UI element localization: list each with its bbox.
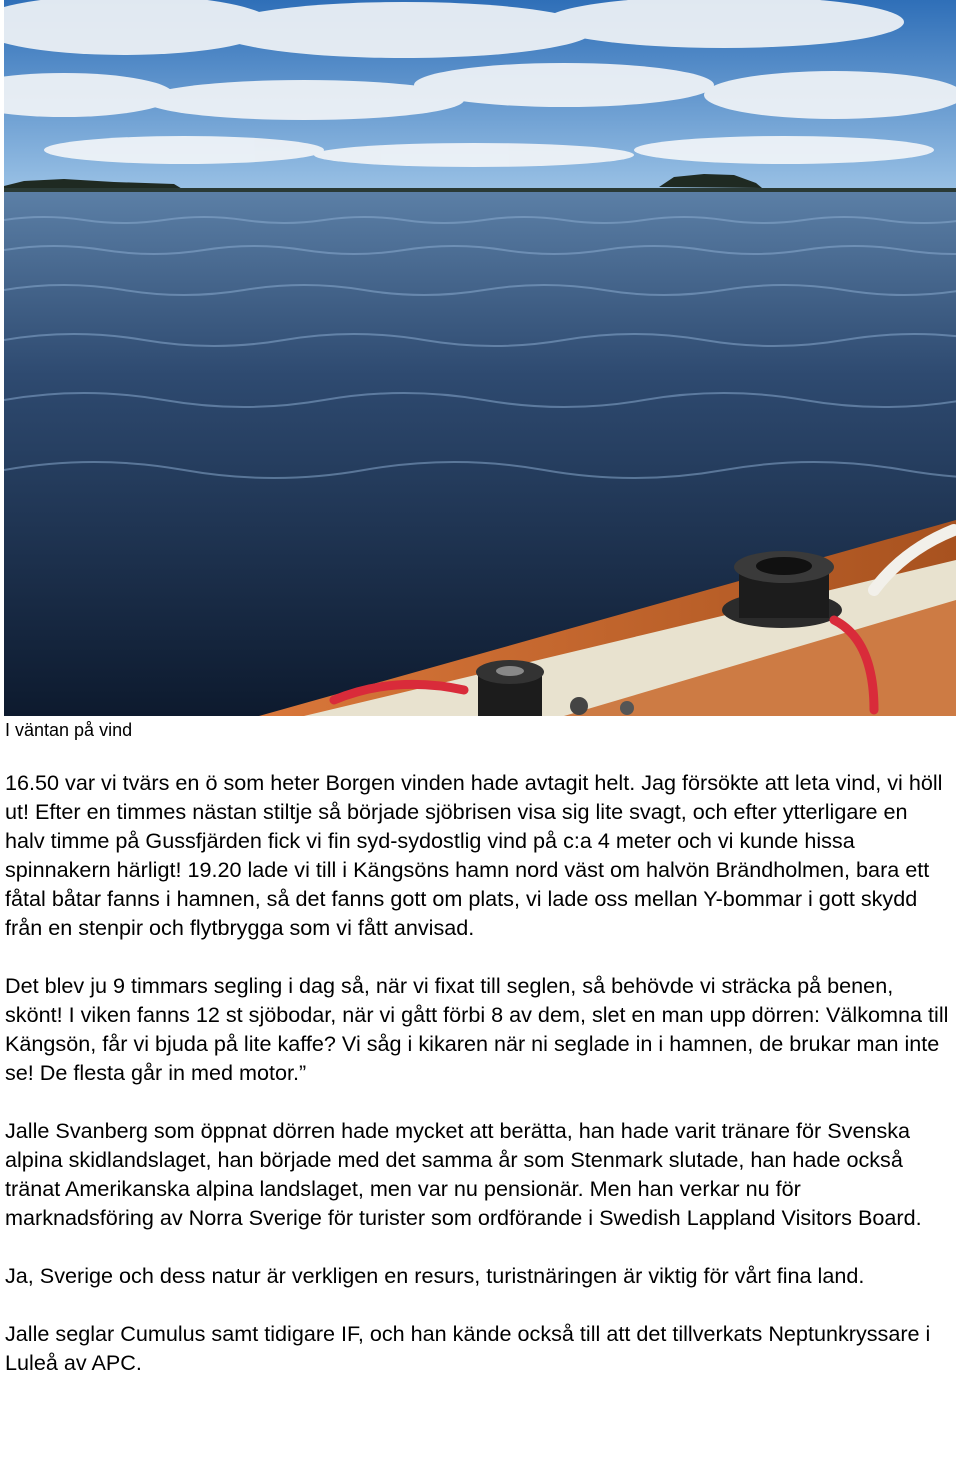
paragraph: Jalle Svanberg som öppnat dörren hade mycket att berätta, han hade varit tränare för Svenska alpina skidlandslaget, han började med det samma år som Stenmark slutade, han hade också tränat Amerikanska alpina landslaget, men var nu pensionär. Men han verkar nu för marknadsföring av Norra Sverige för turister som ordförande i Swedish Lappland Visitors Board. (5, 1118, 922, 1230)
paragraph: 16.50 var vi tvärs en ö som heter Borgen vinden hade avtagit helt. Jag försökte att leta vind, vi höll ut! Efter en timmes nästan stiltje så började sjöbrisen visa sig lite svagt, och efter ytterligare en halv timme på Gussfjärden fick vi fin syd-sydostlig vind på c:a 4 meter och vi kunde hissa spinnakern härligt! 19.20 lade vi till i Kängsöns hamn nord väst om halvön Brändholmen, bara ett fåtal båtar fanns i hamnen, så det fanns gott om plats, vi lade oss mellan Y-bommar i gott skydd från en stenpir och flytbrygga som vi fått anvisad. (5, 770, 943, 940)
winch-large (722, 551, 842, 628)
paragraph: Ja, Sverige och dess natur är verkligen en resurs, turistnäringen är viktig för vårt fina land. (5, 1263, 865, 1288)
paragraph: Det blev ju 9 timmars segling i dag så, när vi fixat till seglen, så behövde vi sträcka på benen, skönt! I viken fanns 12 st sjöbodar, när vi gått förbi 8 av dem, slet en man upp dörren: Välkomna till Kängsön, får vi bjuda på lite kaffe? Vi såg i kikaren när ni seglade in i hamnen, de brukar man inte se! De flesta går in med motor.” (5, 973, 949, 1085)
photo-caption: I väntan på vind (5, 720, 133, 740)
winch-small (476, 660, 544, 716)
paragraph: Jalle seglar Cumulus samt tidigare IF, och han kände också till att det tillverkats Neptunkryssare i Luleå av APC. (5, 1321, 931, 1375)
lake-photo (4, 0, 956, 716)
article-body (5, 768, 953, 1406)
lake-photo-illustration (4, 0, 956, 716)
